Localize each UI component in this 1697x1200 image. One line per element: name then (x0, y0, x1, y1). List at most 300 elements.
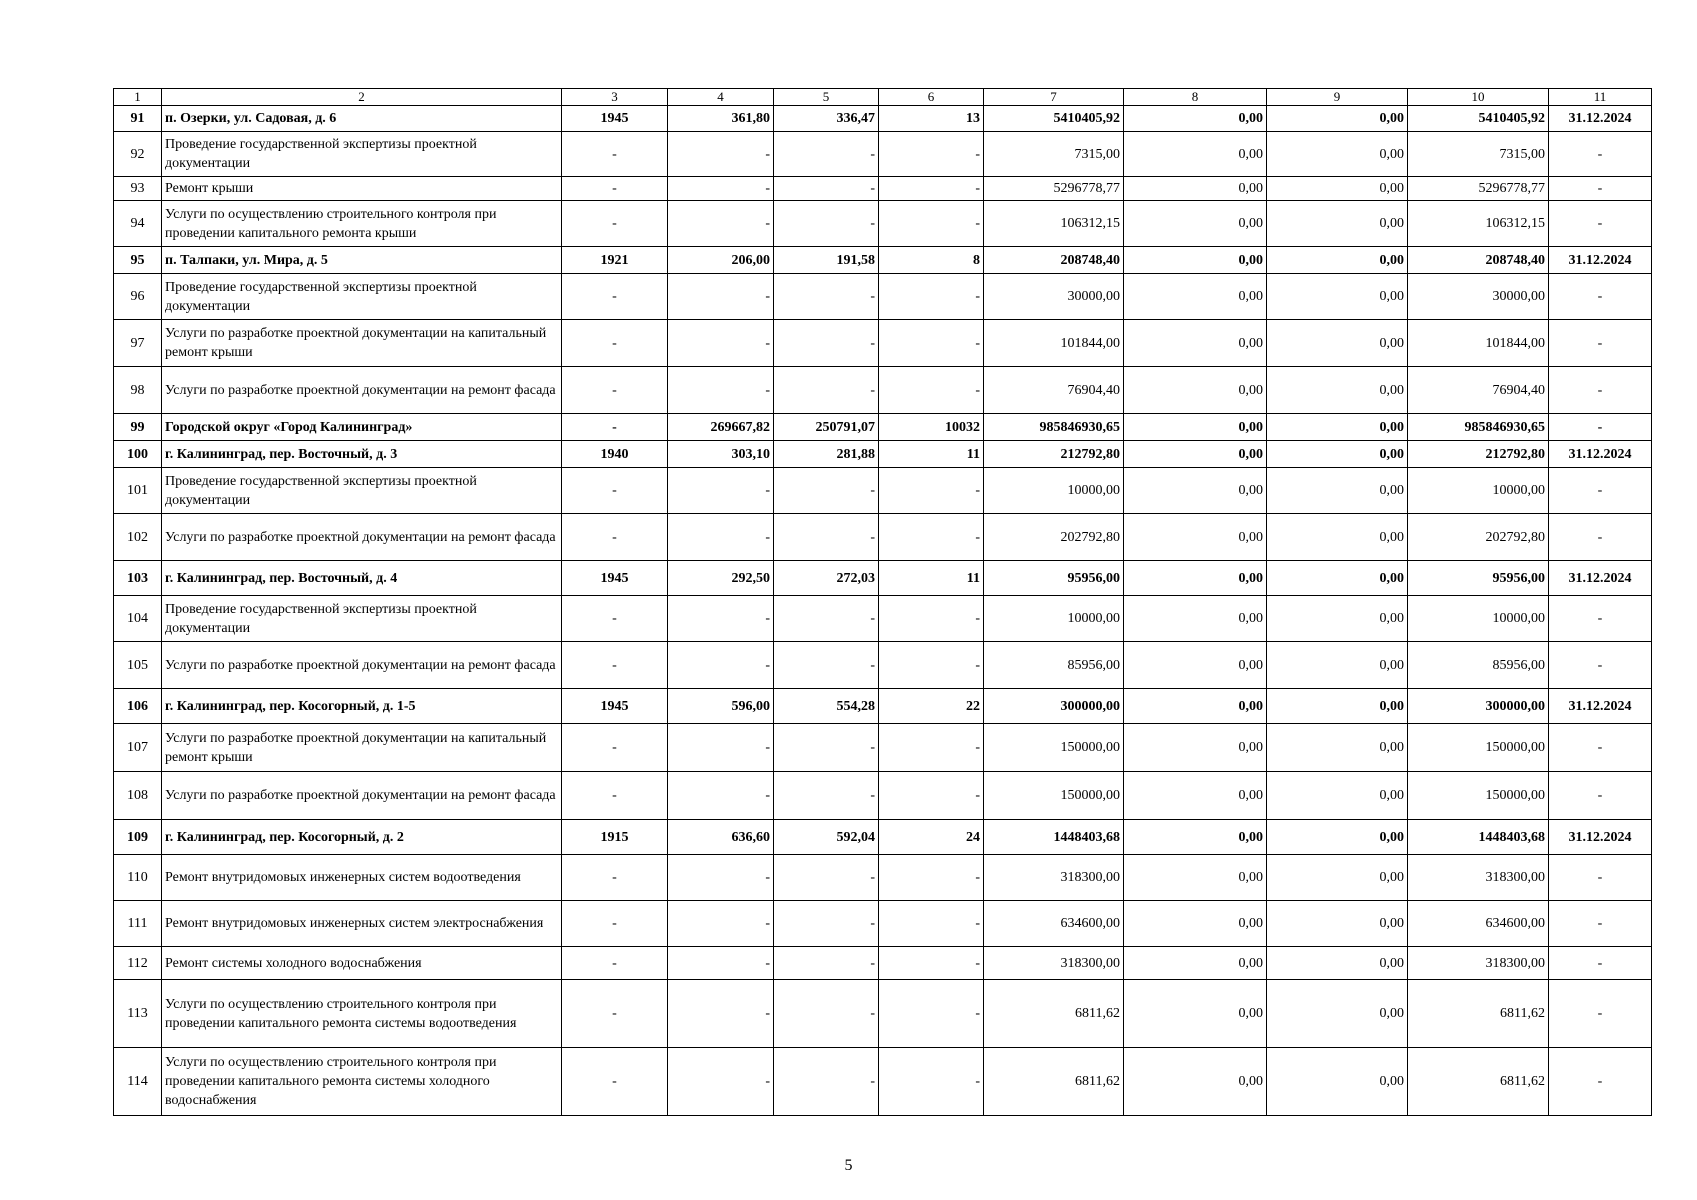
total-cost-cell: 10000,00 (984, 468, 1124, 514)
fund-cost-1-cell: 0,00 (1124, 320, 1267, 367)
total-cost-cell: 150000,00 (984, 724, 1124, 772)
row-number-cell: 99 (114, 414, 162, 441)
total-area-cell: - (668, 514, 774, 561)
fund-cost-1-cell: 0,00 (1124, 820, 1267, 855)
item-name-cell: Услуги по разработке проектной документации на капитальный ремонт крыши (162, 724, 562, 772)
row-number-cell: 107 (114, 724, 162, 772)
living-area-cell: - (774, 642, 879, 689)
residents-cell: - (879, 514, 984, 561)
total-area-cell: - (668, 724, 774, 772)
row-number-cell: 96 (114, 274, 162, 320)
table-row (114, 596, 1652, 642)
residents-cell: - (879, 367, 984, 414)
header-cell: 5 (774, 89, 879, 106)
table-row (114, 247, 1652, 274)
fund-cost-2-cell: 0,00 (1267, 947, 1408, 980)
total-cost-cell: 101844,00 (984, 320, 1124, 367)
fund-cost-1-cell: 0,00 (1124, 441, 1267, 468)
residents-cell: - (879, 201, 984, 247)
residents-cell: - (879, 177, 984, 201)
owners-cost-cell: 95956,00 (1408, 561, 1549, 596)
table-row (114, 947, 1652, 980)
year-built-cell: 1940 (562, 441, 668, 468)
table-row (114, 980, 1652, 1048)
completion-date-cell: - (1549, 514, 1652, 561)
completion-date-cell: 31.12.2024 (1549, 820, 1652, 855)
fund-cost-1-cell: 0,00 (1124, 274, 1267, 320)
completion-date-cell: - (1549, 468, 1652, 514)
total-area-cell: - (668, 901, 774, 947)
year-built-cell: - (562, 132, 668, 177)
living-area-cell: 191,58 (774, 247, 879, 274)
total-area-cell: 596,00 (668, 689, 774, 724)
living-area-cell: - (774, 367, 879, 414)
repair-program-table (113, 88, 1652, 1116)
total-cost-cell: 106312,15 (984, 201, 1124, 247)
total-area-cell: 269667,82 (668, 414, 774, 441)
fund-cost-1-cell: 0,00 (1124, 596, 1267, 642)
owners-cost-cell: 300000,00 (1408, 689, 1549, 724)
fund-cost-1-cell: 0,00 (1124, 724, 1267, 772)
owners-cost-cell: 85956,00 (1408, 642, 1549, 689)
table-row (114, 320, 1652, 367)
item-name-cell: Услуги по осуществлению строительного контроля при проведении капитального ремонта системы водоотведения (162, 980, 562, 1048)
residents-cell: - (879, 947, 984, 980)
fund-cost-1-cell: 0,00 (1124, 132, 1267, 177)
completion-date-cell: - (1549, 642, 1652, 689)
total-cost-cell: 30000,00 (984, 274, 1124, 320)
total-area-cell: 636,60 (668, 820, 774, 855)
fund-cost-1-cell: 0,00 (1124, 247, 1267, 274)
row-number-cell: 114 (114, 1048, 162, 1116)
item-name-cell: г. Калининград, пер. Косогорный, д. 2 (162, 820, 562, 855)
residents-cell: - (879, 320, 984, 367)
total-cost-cell: 5296778,77 (984, 177, 1124, 201)
table-row (114, 132, 1652, 177)
item-name-cell: п. Талпаки, ул. Мира, д. 5 (162, 247, 562, 274)
fund-cost-1-cell: 0,00 (1124, 1048, 1267, 1116)
fund-cost-1-cell: 0,00 (1124, 689, 1267, 724)
owners-cost-cell: 318300,00 (1408, 947, 1549, 980)
year-built-cell: - (562, 274, 668, 320)
table-row (114, 689, 1652, 724)
header-cell: 2 (162, 89, 562, 106)
item-name-cell: Проведение государственной экспертизы проектной документации (162, 468, 562, 514)
fund-cost-2-cell: 0,00 (1267, 132, 1408, 177)
total-cost-cell: 212792,80 (984, 441, 1124, 468)
header-cell: 7 (984, 89, 1124, 106)
row-number-cell: 110 (114, 855, 162, 901)
year-built-cell: 1945 (562, 689, 668, 724)
fund-cost-1-cell: 0,00 (1124, 367, 1267, 414)
item-name-cell: г. Калининград, пер. Восточный, д. 3 (162, 441, 562, 468)
header-cell: 11 (1549, 89, 1652, 106)
year-built-cell: 1945 (562, 561, 668, 596)
header-cell: 3 (562, 89, 668, 106)
total-area-cell: - (668, 367, 774, 414)
total-area-cell: - (668, 201, 774, 247)
fund-cost-2-cell: 0,00 (1267, 1048, 1408, 1116)
year-built-cell: - (562, 514, 668, 561)
completion-date-cell: - (1549, 724, 1652, 772)
total-area-cell: - (668, 980, 774, 1048)
item-name-cell: Услуги по разработке проектной документации на ремонт фасада (162, 514, 562, 561)
fund-cost-2-cell: 0,00 (1267, 689, 1408, 724)
header-cell: 4 (668, 89, 774, 106)
fund-cost-1-cell: 0,00 (1124, 414, 1267, 441)
total-area-cell: - (668, 1048, 774, 1116)
fund-cost-1-cell: 0,00 (1124, 642, 1267, 689)
residents-cell: 10032 (879, 414, 984, 441)
owners-cost-cell: 76904,40 (1408, 367, 1549, 414)
header-cell: 6 (879, 89, 984, 106)
fund-cost-2-cell: 0,00 (1267, 724, 1408, 772)
residents-cell: - (879, 772, 984, 820)
row-number-cell: 103 (114, 561, 162, 596)
fund-cost-2-cell: 0,00 (1267, 106, 1408, 132)
residents-cell: 24 (879, 820, 984, 855)
row-number-cell: 95 (114, 247, 162, 274)
living-area-cell: - (774, 596, 879, 642)
total-cost-cell: 202792,80 (984, 514, 1124, 561)
year-built-cell: 1945 (562, 106, 668, 132)
fund-cost-2-cell: 0,00 (1267, 642, 1408, 689)
table-row (114, 642, 1652, 689)
total-area-cell: - (668, 855, 774, 901)
total-cost-cell: 85956,00 (984, 642, 1124, 689)
total-cost-cell: 76904,40 (984, 367, 1124, 414)
fund-cost-1-cell: 0,00 (1124, 980, 1267, 1048)
row-number-cell: 111 (114, 901, 162, 947)
owners-cost-cell: 212792,80 (1408, 441, 1549, 468)
year-built-cell: - (562, 901, 668, 947)
total-area-cell: - (668, 177, 774, 201)
residents-cell: - (879, 724, 984, 772)
item-name-cell: Проведение государственной экспертизы проектной документации (162, 596, 562, 642)
completion-date-cell: 31.12.2024 (1549, 689, 1652, 724)
completion-date-cell: - (1549, 414, 1652, 441)
year-built-cell: - (562, 947, 668, 980)
fund-cost-2-cell: 0,00 (1267, 320, 1408, 367)
owners-cost-cell: 6811,62 (1408, 1048, 1549, 1116)
residents-cell: - (879, 855, 984, 901)
year-built-cell: - (562, 201, 668, 247)
row-number-cell: 102 (114, 514, 162, 561)
completion-date-cell: - (1549, 855, 1652, 901)
owners-cost-cell: 10000,00 (1408, 596, 1549, 642)
owners-cost-cell: 6811,62 (1408, 980, 1549, 1048)
owners-cost-cell: 150000,00 (1408, 772, 1549, 820)
fund-cost-2-cell: 0,00 (1267, 177, 1408, 201)
completion-date-cell: - (1549, 947, 1652, 980)
living-area-cell: - (774, 320, 879, 367)
year-built-cell: - (562, 724, 668, 772)
owners-cost-cell: 985846930,65 (1408, 414, 1549, 441)
owners-cost-cell: 150000,00 (1408, 724, 1549, 772)
table-row (114, 772, 1652, 820)
completion-date-cell: - (1549, 274, 1652, 320)
item-name-cell: Услуги по разработке проектной документации на ремонт фасада (162, 367, 562, 414)
completion-date-cell: - (1549, 901, 1652, 947)
total-cost-cell: 5410405,92 (984, 106, 1124, 132)
row-number-cell: 93 (114, 177, 162, 201)
owners-cost-cell: 101844,00 (1408, 320, 1549, 367)
table-row (114, 201, 1652, 247)
item-name-cell: п. Озерки, ул. Садовая, д. 6 (162, 106, 562, 132)
total-cost-cell: 318300,00 (984, 947, 1124, 980)
total-area-cell: - (668, 320, 774, 367)
owners-cost-cell: 30000,00 (1408, 274, 1549, 320)
completion-date-cell: 31.12.2024 (1549, 106, 1652, 132)
year-built-cell: - (562, 596, 668, 642)
fund-cost-1-cell: 0,00 (1124, 901, 1267, 947)
year-built-cell: - (562, 367, 668, 414)
owners-cost-cell: 7315,00 (1408, 132, 1549, 177)
total-area-cell: - (668, 642, 774, 689)
owners-cost-cell: 106312,15 (1408, 201, 1549, 247)
header-cell: 10 (1408, 89, 1549, 106)
living-area-cell: - (774, 132, 879, 177)
completion-date-cell: - (1549, 980, 1652, 1048)
fund-cost-2-cell: 0,00 (1267, 274, 1408, 320)
year-built-cell: - (562, 980, 668, 1048)
fund-cost-2-cell: 0,00 (1267, 468, 1408, 514)
total-cost-cell: 150000,00 (984, 772, 1124, 820)
owners-cost-cell: 634600,00 (1408, 901, 1549, 947)
living-area-cell: - (774, 177, 879, 201)
year-built-cell: - (562, 468, 668, 514)
row-number-cell: 104 (114, 596, 162, 642)
item-name-cell: Ремонт крыши (162, 177, 562, 201)
owners-cost-cell: 10000,00 (1408, 468, 1549, 514)
owners-cost-cell: 5296778,77 (1408, 177, 1549, 201)
table-row (114, 274, 1652, 320)
row-number-cell: 109 (114, 820, 162, 855)
header-cell: 8 (1124, 89, 1267, 106)
residents-cell: - (879, 274, 984, 320)
fund-cost-2-cell: 0,00 (1267, 561, 1408, 596)
total-cost-cell: 208748,40 (984, 247, 1124, 274)
residents-cell: - (879, 132, 984, 177)
living-area-cell: 250791,07 (774, 414, 879, 441)
item-name-cell: Услуги по разработке проектной документации на ремонт фасада (162, 772, 562, 820)
table-row (114, 514, 1652, 561)
total-cost-cell: 1448403,68 (984, 820, 1124, 855)
total-cost-cell: 95956,00 (984, 561, 1124, 596)
total-area-cell: - (668, 274, 774, 320)
residents-cell: - (879, 901, 984, 947)
living-area-cell: 281,88 (774, 441, 879, 468)
fund-cost-1-cell: 0,00 (1124, 855, 1267, 901)
table-row (114, 855, 1652, 901)
item-name-cell: Ремонт внутридомовых инженерных систем электроснабжения (162, 901, 562, 947)
living-area-cell: - (774, 901, 879, 947)
completion-date-cell: - (1549, 320, 1652, 367)
living-area-cell: 336,47 (774, 106, 879, 132)
item-name-cell: г. Калининград, пер. Восточный, д. 4 (162, 561, 562, 596)
row-number-cell: 108 (114, 772, 162, 820)
item-name-cell: Ремонт системы холодного водоснабжения (162, 947, 562, 980)
living-area-cell: 554,28 (774, 689, 879, 724)
total-cost-cell: 6811,62 (984, 980, 1124, 1048)
total-area-cell: - (668, 772, 774, 820)
row-number-cell: 94 (114, 201, 162, 247)
item-name-cell: Ремонт внутридомовых инженерных систем водоотведения (162, 855, 562, 901)
header-cell: 9 (1267, 89, 1408, 106)
item-name-cell: Услуги по разработке проектной документации на капитальный ремонт крыши (162, 320, 562, 367)
total-area-cell: 206,00 (668, 247, 774, 274)
page-number: 5 (844, 1157, 853, 1174)
residents-cell: - (879, 980, 984, 1048)
row-number-cell: 101 (114, 468, 162, 514)
fund-cost-1-cell: 0,00 (1124, 561, 1267, 596)
total-area-cell: 361,80 (668, 106, 774, 132)
total-cost-cell: 10000,00 (984, 596, 1124, 642)
item-name-cell: Проведение государственной экспертизы проектной документации (162, 274, 562, 320)
row-number-cell: 92 (114, 132, 162, 177)
table-row (114, 468, 1652, 514)
total-cost-cell: 634600,00 (984, 901, 1124, 947)
owners-cost-cell: 1448403,68 (1408, 820, 1549, 855)
fund-cost-1-cell: 0,00 (1124, 177, 1267, 201)
table-row (114, 724, 1652, 772)
item-name-cell: Проведение государственной экспертизы проектной документации (162, 132, 562, 177)
total-area-cell: - (668, 596, 774, 642)
completion-date-cell: 31.12.2024 (1549, 561, 1652, 596)
living-area-cell: - (774, 947, 879, 980)
total-area-cell: 303,10 (668, 441, 774, 468)
item-name-cell: Услуги по осуществлению строительного контроля при проведении капитального ремонта системы холодного водоснабжения (162, 1048, 562, 1116)
owners-cost-cell: 202792,80 (1408, 514, 1549, 561)
row-number-cell: 100 (114, 441, 162, 468)
column-number-header-row (114, 89, 1652, 106)
fund-cost-2-cell: 0,00 (1267, 414, 1408, 441)
fund-cost-1-cell: 0,00 (1124, 106, 1267, 132)
row-number-cell: 97 (114, 320, 162, 367)
living-area-cell: - (774, 514, 879, 561)
residents-cell: 11 (879, 441, 984, 468)
owners-cost-cell: 208748,40 (1408, 247, 1549, 274)
row-number-cell: 106 (114, 689, 162, 724)
completion-date-cell: 31.12.2024 (1549, 247, 1652, 274)
table-row (114, 414, 1652, 441)
fund-cost-1-cell: 0,00 (1124, 201, 1267, 247)
fund-cost-2-cell: 0,00 (1267, 901, 1408, 947)
residents-cell: - (879, 1048, 984, 1116)
completion-date-cell: - (1549, 772, 1652, 820)
living-area-cell: - (774, 980, 879, 1048)
year-built-cell: - (562, 642, 668, 689)
total-area-cell: - (668, 132, 774, 177)
residents-cell: 8 (879, 247, 984, 274)
living-area-cell: 592,04 (774, 820, 879, 855)
table-row (114, 561, 1652, 596)
living-area-cell: - (774, 724, 879, 772)
completion-date-cell: - (1549, 596, 1652, 642)
total-cost-cell: 318300,00 (984, 855, 1124, 901)
residents-cell: - (879, 642, 984, 689)
residents-cell: 13 (879, 106, 984, 132)
fund-cost-2-cell: 0,00 (1267, 201, 1408, 247)
total-cost-cell: 7315,00 (984, 132, 1124, 177)
total-area-cell: - (668, 468, 774, 514)
residents-cell: 22 (879, 689, 984, 724)
row-number-cell: 98 (114, 367, 162, 414)
table-row (114, 441, 1652, 468)
fund-cost-2-cell: 0,00 (1267, 367, 1408, 414)
year-built-cell: - (562, 320, 668, 367)
item-name-cell: Городской округ «Город Калининград» (162, 414, 562, 441)
total-cost-cell: 300000,00 (984, 689, 1124, 724)
fund-cost-2-cell: 0,00 (1267, 855, 1408, 901)
total-cost-cell: 6811,62 (984, 1048, 1124, 1116)
fund-cost-1-cell: 0,00 (1124, 947, 1267, 980)
year-built-cell: - (562, 772, 668, 820)
fund-cost-1-cell: 0,00 (1124, 772, 1267, 820)
row-number-cell: 91 (114, 106, 162, 132)
year-built-cell: 1915 (562, 820, 668, 855)
total-area-cell: - (668, 947, 774, 980)
year-built-cell: - (562, 855, 668, 901)
fund-cost-1-cell: 0,00 (1124, 468, 1267, 514)
living-area-cell: - (774, 1048, 879, 1116)
item-name-cell: Услуги по разработке проектной документации на ремонт фасада (162, 642, 562, 689)
item-name-cell: г. Калининград, пер. Косогорный, д. 1-5 (162, 689, 562, 724)
completion-date-cell: - (1549, 177, 1652, 201)
living-area-cell: - (774, 772, 879, 820)
completion-date-cell: 31.12.2024 (1549, 441, 1652, 468)
table-row (114, 901, 1652, 947)
table-row (114, 106, 1652, 132)
fund-cost-2-cell: 0,00 (1267, 247, 1408, 274)
year-built-cell: 1921 (562, 247, 668, 274)
total-area-cell: 292,50 (668, 561, 774, 596)
header-cell: 1 (114, 89, 162, 106)
living-area-cell: - (774, 201, 879, 247)
owners-cost-cell: 5410405,92 (1408, 106, 1549, 132)
fund-cost-2-cell: 0,00 (1267, 772, 1408, 820)
completion-date-cell: - (1549, 1048, 1652, 1116)
table-row (114, 177, 1652, 201)
row-number-cell: 105 (114, 642, 162, 689)
year-built-cell: - (562, 1048, 668, 1116)
fund-cost-2-cell: 0,00 (1267, 441, 1408, 468)
fund-cost-2-cell: 0,00 (1267, 514, 1408, 561)
fund-cost-2-cell: 0,00 (1267, 596, 1408, 642)
row-number-cell: 113 (114, 980, 162, 1048)
residents-cell: - (879, 596, 984, 642)
completion-date-cell: - (1549, 201, 1652, 247)
table-row (114, 367, 1652, 414)
year-built-cell: - (562, 414, 668, 441)
table-row (114, 820, 1652, 855)
residents-cell: 11 (879, 561, 984, 596)
row-number-cell: 112 (114, 947, 162, 980)
total-cost-cell: 985846930,65 (984, 414, 1124, 441)
completion-date-cell: - (1549, 367, 1652, 414)
fund-cost-2-cell: 0,00 (1267, 820, 1408, 855)
completion-date-cell: - (1549, 132, 1652, 177)
owners-cost-cell: 318300,00 (1408, 855, 1549, 901)
living-area-cell: - (774, 855, 879, 901)
item-name-cell: Услуги по осуществлению строительного контроля при проведении капитального ремонта крыши (162, 201, 562, 247)
fund-cost-1-cell: 0,00 (1124, 514, 1267, 561)
year-built-cell: - (562, 177, 668, 201)
fund-cost-2-cell: 0,00 (1267, 980, 1408, 1048)
living-area-cell: - (774, 274, 879, 320)
table-row (114, 1048, 1652, 1116)
living-area-cell: 272,03 (774, 561, 879, 596)
